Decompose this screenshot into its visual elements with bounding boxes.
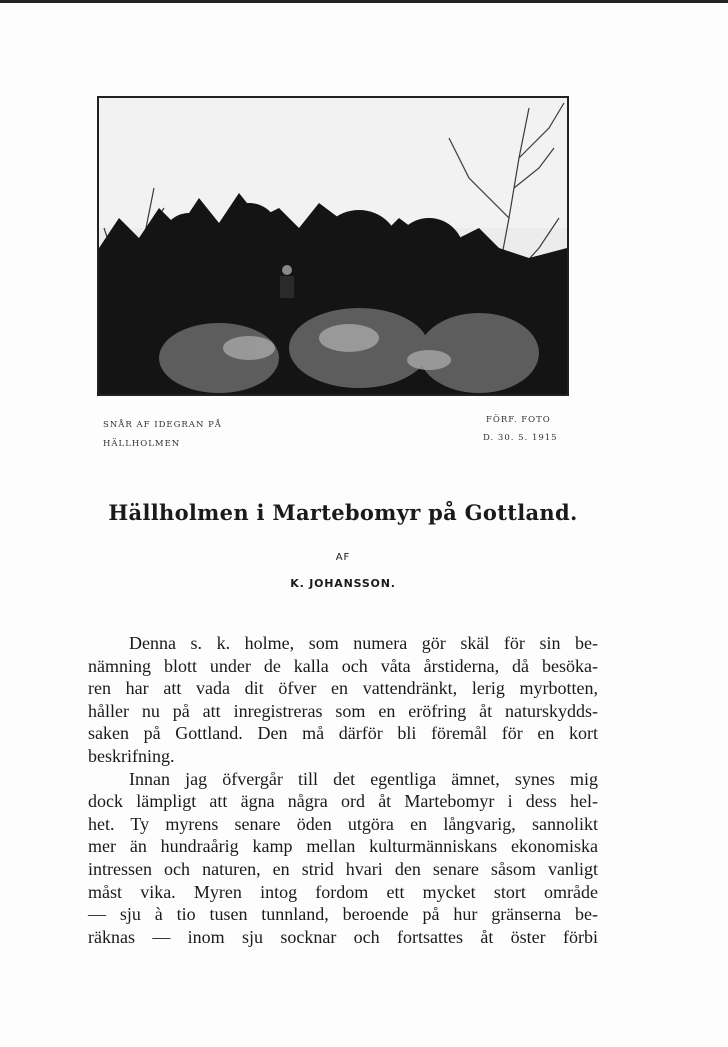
body-line: saken på Gottland. Den må därför bli föremål för en kort [88, 723, 598, 744]
body-line: håller nu på att inregistreras som en eröfring åt naturskydds- [88, 700, 598, 721]
photo-credit-date: D. 30. 5. 1915 [483, 433, 558, 443]
author-name: K. JOHANSSON. [290, 577, 396, 590]
body-line: mer än hundraårig kamp mellan kulturmänniskans ekonomiska [88, 836, 598, 857]
body-line: måst vika. Myren intog fordom ett mycket stort område [88, 881, 598, 902]
body-line: dock lämpligt att ägna några ord åt Martebomyr i dess hel- [88, 791, 598, 812]
body-line: ren har att vada dit öfver en vattendränkt, lerig myrbotten, [88, 678, 598, 699]
byline-prefix: AF [335, 552, 351, 563]
body-line: het. Ty myrens senare öden utgöra en långvarig, sannolikt [88, 813, 598, 834]
body-line: intressen och naturen, en strid hvari den senare såsom vanligt [88, 858, 598, 879]
thicket-photograph [97, 96, 569, 396]
photo-caption-left-line-1: SNÅR AF IDEGRAN PÅ [103, 420, 222, 430]
body-line: räknas — inom sju socknar och fortsattes åt öster förbi [88, 926, 598, 947]
body-line: Innan jag öfvergår till det egentliga ämnet, synes mig [129, 768, 598, 789]
body-line: beskrifning. [88, 745, 175, 766]
body-line: — sju à tio tusen tunnland, beroende på hur gränserna be- [88, 904, 598, 925]
body-line: nämning blott under de kalla och våta årstiderna, då besöka- [88, 655, 598, 676]
photo-caption-left-line-2: HÄLLHOLMEN [103, 439, 181, 449]
photo-credit-line-1: FÖRF. FOTO [486, 415, 551, 425]
body-line: Denna s. k. holme, som numera gör skäl för sin be- [129, 633, 598, 653]
article-title: Hällholmen i Martebomyr på Gottland. [108, 500, 578, 525]
article-body [88, 632, 598, 948]
top-rule [0, 0, 728, 3]
